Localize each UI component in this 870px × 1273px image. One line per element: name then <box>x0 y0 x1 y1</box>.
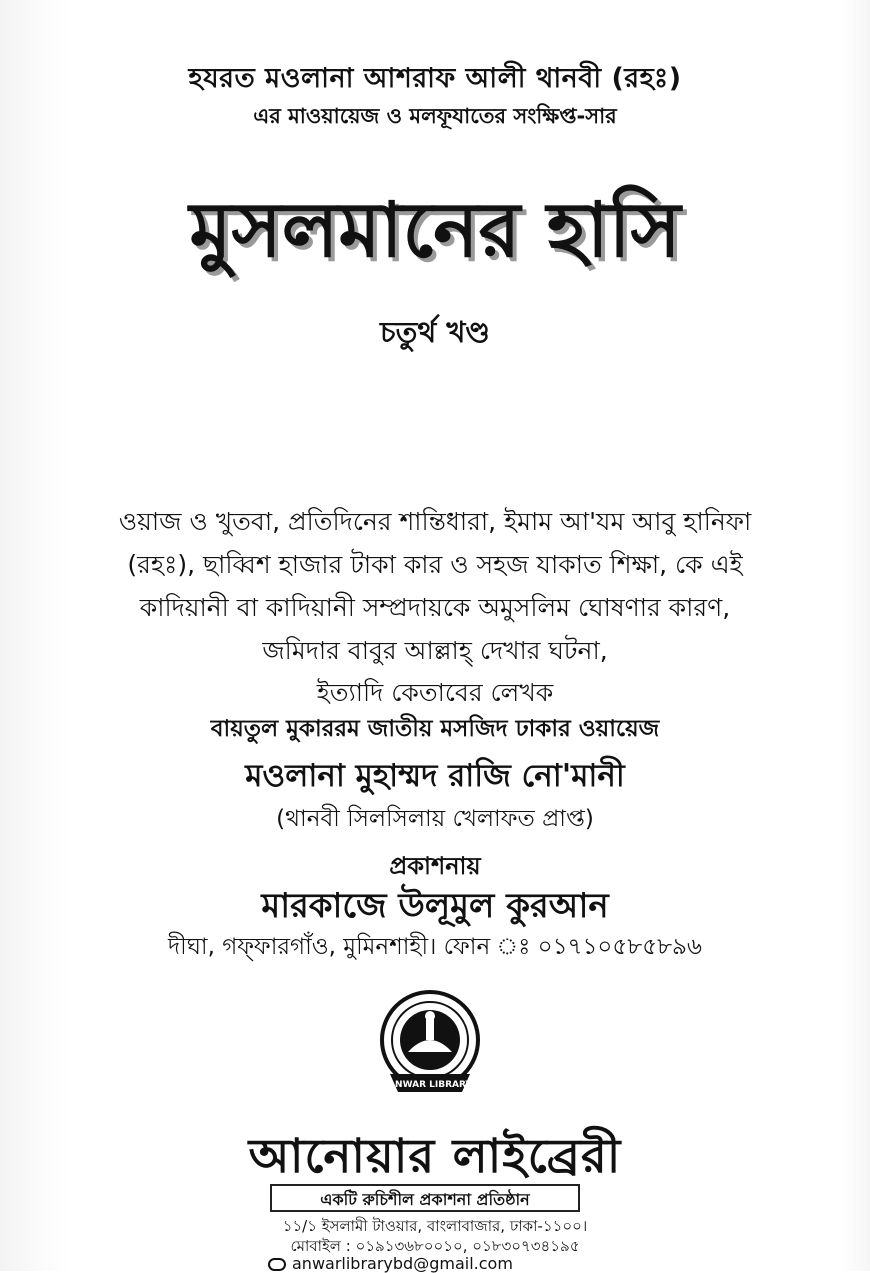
header-line-2: এর মাওয়ায়েজ ও মলফূযাতের সংক্ষিপ্ত-সার <box>253 104 617 128</box>
publisher-address: দীঘা, গফ্ফারগাঁও, মুমিনশাহী। ফোন ঃ ০১৭১০৫৮৫৮৯৬ <box>168 934 702 960</box>
author-designation: বায়তুল মুকাররম জাতীয় মসজিদ ঢাকার ওয়ায়েজ <box>210 716 660 742</box>
header-line-1: হযরত মওলানা আশরাফ আলী থানবী (রহঃ) <box>188 63 682 94</box>
book-title: মুসলমানের হাসি <box>189 185 681 274</box>
description-line: ওয়াজ ও খুতবা, প্রতিদিনের শান্তিধারা, ইমাম আ'যম আবু হানিফা <box>118 507 752 536</box>
library-brand: আনোয়ার লাইব্রেরী <box>248 1129 622 1184</box>
library-mobile: মোবাইল : ০১৯১৩৬৮০০১০, ০১৮৩০৭৩৪১৯৫ <box>290 1237 580 1255</box>
publisher-heading: প্রকাশনায় <box>389 852 481 880</box>
library-email: anwarlibrarybd@gmail.com <box>292 1254 513 1273</box>
description-line: ইত্যাদি কেতাবের লেখক <box>316 678 554 707</box>
book-volume: চতুর্থ খণ্ড <box>380 315 490 349</box>
description-line: (রহঃ), ছাব্বিশ হাজার টাকা কার ও সহজ যাকাত শিক্ষা, কে এই <box>127 550 743 579</box>
description-line: জমিদার বাবুর আল্লাহ্ দেখার ঘটনা, <box>262 636 608 665</box>
publisher-name: মারকাজে উলূমুল কুরআন <box>261 886 609 926</box>
library-address: ১১/১ ইসলামী টাওয়ার, বাংলাবাজার, ঢাকা-১১০০। <box>282 1217 588 1235</box>
author-name: মওলানা মুহাম্মদ রাজি নো'মানী <box>245 758 625 794</box>
author-note: (থানবী সিলসিলায় খেলাফত প্রাপ্ত) <box>276 806 594 832</box>
anwar-library-logo-icon <box>370 988 490 1100</box>
mail-icon <box>268 1258 286 1271</box>
logo-text: ANWAR LIBRARY <box>388 1080 472 1090</box>
library-tagline: একটি রুচিশীল প্রকাশনা প্রতিষ্ঠান <box>270 1184 580 1212</box>
description-line: কাদিয়ানী বা কাদিয়ানী সম্প্রদায়কে অমুসলিম ঘোষণার কারণ, <box>139 593 731 622</box>
library-email-row <box>268 1254 513 1273</box>
